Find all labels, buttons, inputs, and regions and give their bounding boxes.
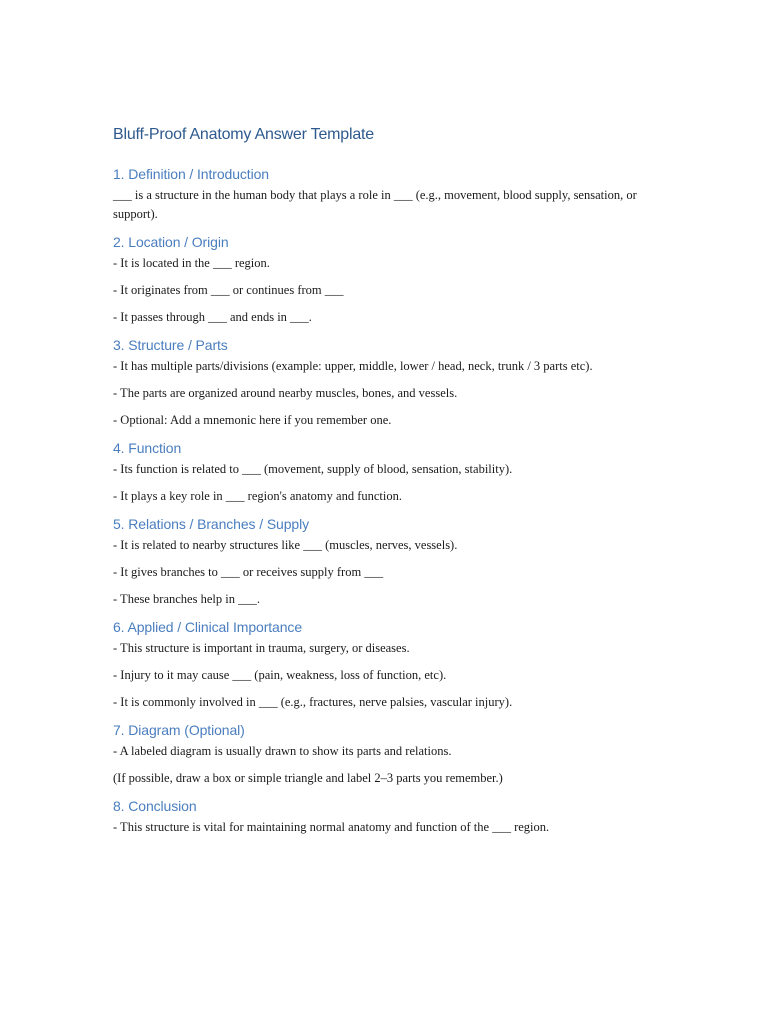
section-paragraph: - Its function is related to ___ (movement, supply of blood, sensation, stability). (113, 462, 513, 476)
section-paragraph: - It passes through ___ and ends in ___. (113, 310, 312, 324)
section-heading: 1. Definition / Introduction (113, 166, 269, 182)
section-paragraph: - This structure is vital for maintaining normal anatomy and function of the ___ region. (113, 820, 550, 834)
section-paragraph: - It has multiple parts/divisions (example: upper, middle, lower / head, neck, trunk / 3 parts etc). (113, 359, 593, 373)
section-heading: 6. Applied / Clinical Importance (113, 619, 303, 635)
section-paragraph: - It is commonly involved in ___ (e.g., fractures, nerve palsies, vascular injury). (113, 695, 513, 709)
section-structure (113, 335, 673, 430)
section-paragraph: - It is located in the ___ region. (113, 256, 270, 270)
section-heading: 2. Location / Origin (113, 234, 229, 250)
section-paragraph: - This structure is important in trauma, surgery, or diseases. (113, 641, 410, 655)
section-relations (113, 514, 673, 609)
section-conclusion (113, 796, 673, 837)
section-clinical (113, 617, 673, 712)
document-title: Bluff-Proof Anatomy Answer Template (113, 126, 374, 143)
section-heading: 3. Structure / Parts (113, 337, 228, 353)
section-paragraph: - Injury to it may cause ___ (pain, weakness, loss of function, etc). (113, 668, 447, 682)
section-paragraph: - Optional: Add a mnemonic here if you remember one. (113, 413, 392, 427)
section-heading: 4. Function (113, 440, 182, 456)
section-heading: 8. Conclusion (113, 798, 197, 814)
document-page (113, 124, 673, 845)
section-diagram (113, 720, 673, 788)
section-paragraph: - These branches help in ___. (113, 592, 260, 606)
section-paragraph: - A labeled diagram is usually drawn to show its parts and relations. (113, 744, 452, 758)
section-heading: 5. Relations / Branches / Supply (113, 516, 310, 532)
section-definition (113, 164, 673, 224)
section-paragraph: - It plays a key role in ___ region's anatomy and function. (113, 489, 402, 503)
section-paragraph: (If possible, draw a box or simple triangle and label 2–3 parts you remember.) (113, 771, 503, 785)
section-paragraph: - The parts are organized around nearby muscles, bones, and vessels. (113, 386, 458, 400)
section-paragraph: - It originates from ___ or continues from ___ (113, 283, 344, 297)
section-paragraph: - It is related to nearby structures like ___ (muscles, nerves, vessels). (113, 538, 458, 552)
section-heading: 7. Diagram (Optional) (113, 722, 245, 738)
section-paragraph: ___ is a structure in the human body that plays a role in ___ (e.g., movement, blood supply, sensation, or support). (113, 188, 637, 221)
section-function (113, 438, 673, 506)
section-location (113, 232, 673, 327)
section-paragraph: - It gives branches to ___ or receives supply from ___ (113, 565, 384, 579)
